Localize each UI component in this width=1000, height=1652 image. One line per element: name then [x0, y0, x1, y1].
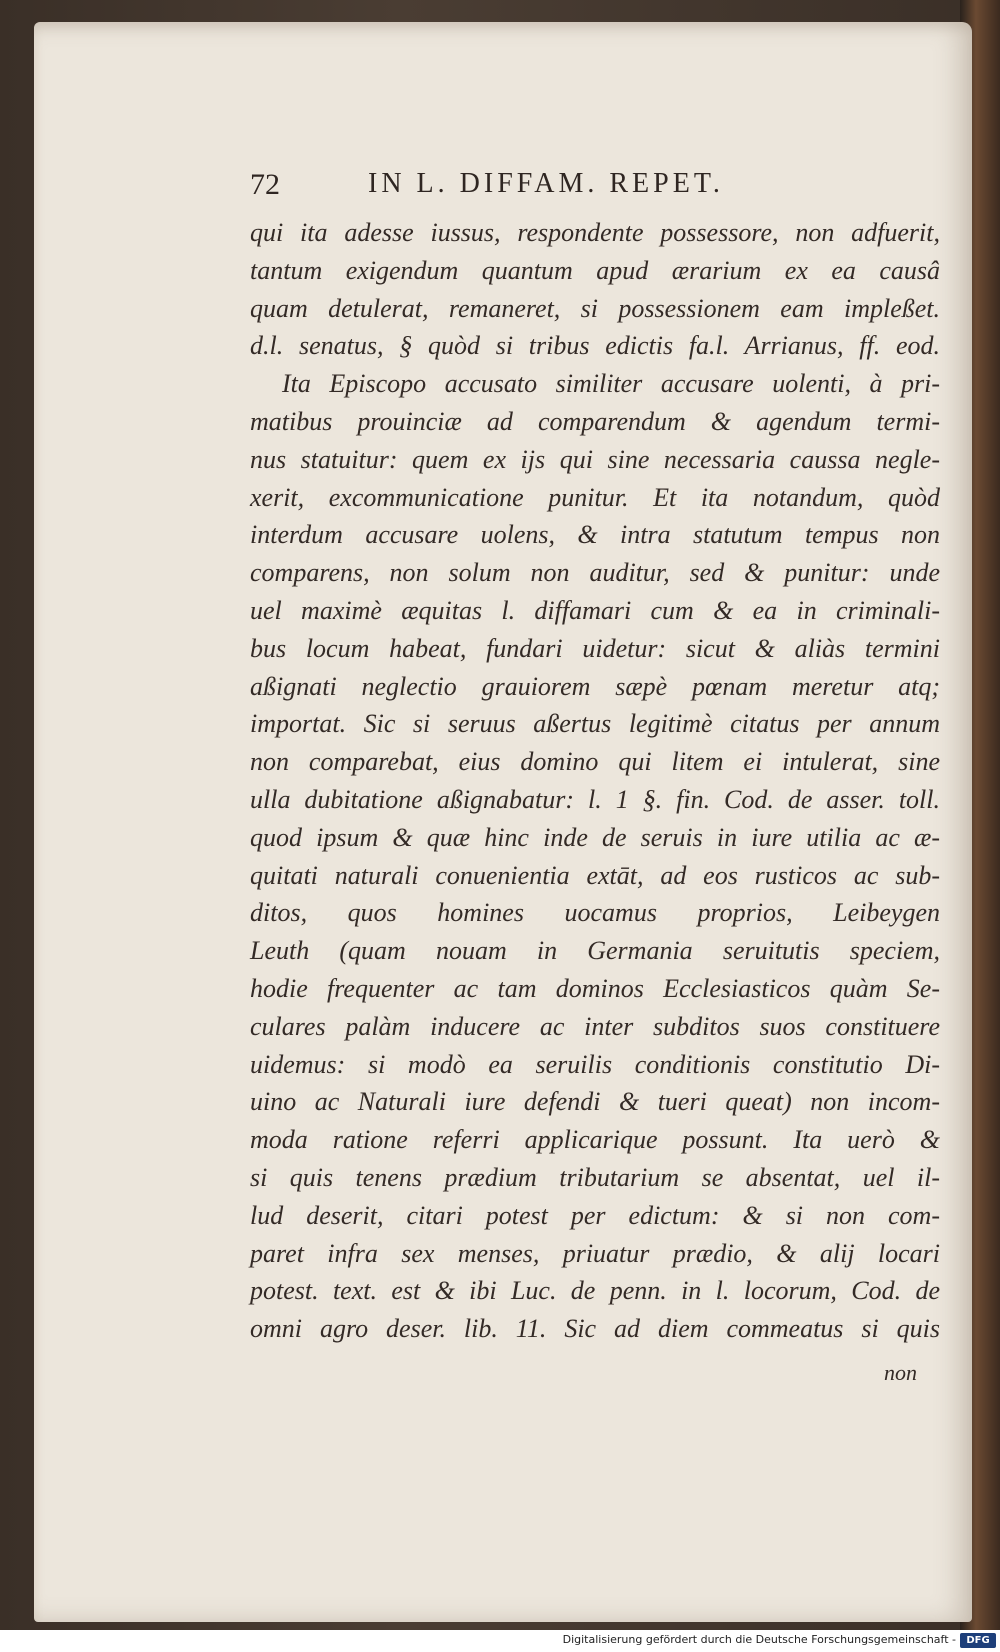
- text-line: uino ac Naturali iure defendi & tueri queat) non incom-: [250, 1087, 940, 1117]
- text-line: uidemus: si modò ea seruilis conditionis constitutio Di-: [250, 1049, 940, 1079]
- page-number: 72: [250, 168, 280, 201]
- text-line: quitati naturali conuenientia extāt, ad eos rusticos ac sub-: [250, 860, 940, 890]
- text-line: omni agro deser. lib. 11. Sic ad diem commeatus si quis: [250, 1314, 940, 1344]
- body-text: [250, 214, 940, 1348]
- text-line: quod ipsum & quæ hinc inde de seruis in iure utilia ac æ-: [250, 822, 940, 852]
- footer-bar: [0, 1630, 1000, 1652]
- text-line: potest. text. est & ibi Luc. de penn. in l. locorum, Cod. de: [250, 1276, 940, 1306]
- text-line: nus statuitur: quem ex ijs qui sine necessaria caussa negle-: [250, 444, 940, 474]
- text-line: ulla dubitatione aßignabatur: l. 1 §. fin. Cod. de asser. toll.: [250, 784, 940, 814]
- text-line: bus locum habeat, fundari uidetur: sicut & aliàs termini: [250, 633, 940, 663]
- catchword: non: [884, 1360, 917, 1385]
- text-line: qui ita adesse iussus, respondente possessore, non adfuerit,: [250, 218, 940, 247]
- text-line: si quis tenens prædium tributarium se absentat, uel il-: [250, 1162, 940, 1192]
- text-line: Leuth (quam nouam in Germania seruitutis speciem,: [250, 936, 940, 966]
- page-header: [250, 168, 940, 208]
- text-line: tantum exigendum quantum apud ærarium ex ea causâ: [250, 255, 940, 285]
- text-line: xerit, excommunicatione punitur. Et ita notandum, quòd: [250, 482, 940, 512]
- text-line: ditos, quos homines uocamus proprios, Leibeygen: [250, 898, 940, 928]
- text-line: comparens, non solum non auditur, sed & punitur: unde: [250, 558, 940, 588]
- text-line: lud deserit, citari potest per edictum: & si non com-: [250, 1200, 940, 1230]
- text-line: hodie frequenter ac tam dominos Ecclesiasticos quàm Se-: [250, 973, 940, 1003]
- text-line: importat. Sic si seruus aßertus legitimè citatus per annum: [250, 709, 940, 739]
- text-line: culares palàm inducere ac inter subditos suos constituere: [250, 1011, 940, 1041]
- text-line: aßignati neglectio grauiorem sæpè pœnam meretur atq;: [250, 671, 940, 701]
- text-line: d.l. senatus, § quòd si tribus edictis fa.l. Arrianus, ff. eod.: [250, 331, 940, 361]
- text-line: non comparebat, eius domino qui litem ei intulerat, sine: [250, 747, 940, 777]
- funding-credit: Digitalisierung gefördert durch die Deutsche Forschungsgemeinschaft -: [562, 1633, 956, 1646]
- running-title: IN L. DIFFAM. REPET.: [368, 168, 724, 199]
- text-line: quam detulerat, remaneret, si possessionem eam impleßet.: [250, 293, 940, 323]
- text-line: matibus prouinciæ ad comparendum & agendum termi-: [250, 406, 940, 436]
- text-line: moda ratione referri applicarique possunt. Ita uerò &: [250, 1125, 940, 1155]
- dfg-logo: DFG: [960, 1633, 996, 1648]
- text-line: paret infra sex menses, priuatur prædio, & alij locari: [250, 1238, 940, 1268]
- text-line: interdum accusare uolens, & intra statutum tempus non: [250, 520, 940, 550]
- text-line: Ita Episcopo accusato similiter accusare uolenti, à pri-: [282, 369, 940, 399]
- text-line: uel maximè æquitas l. diffamari cum & ea in criminali-: [250, 595, 940, 625]
